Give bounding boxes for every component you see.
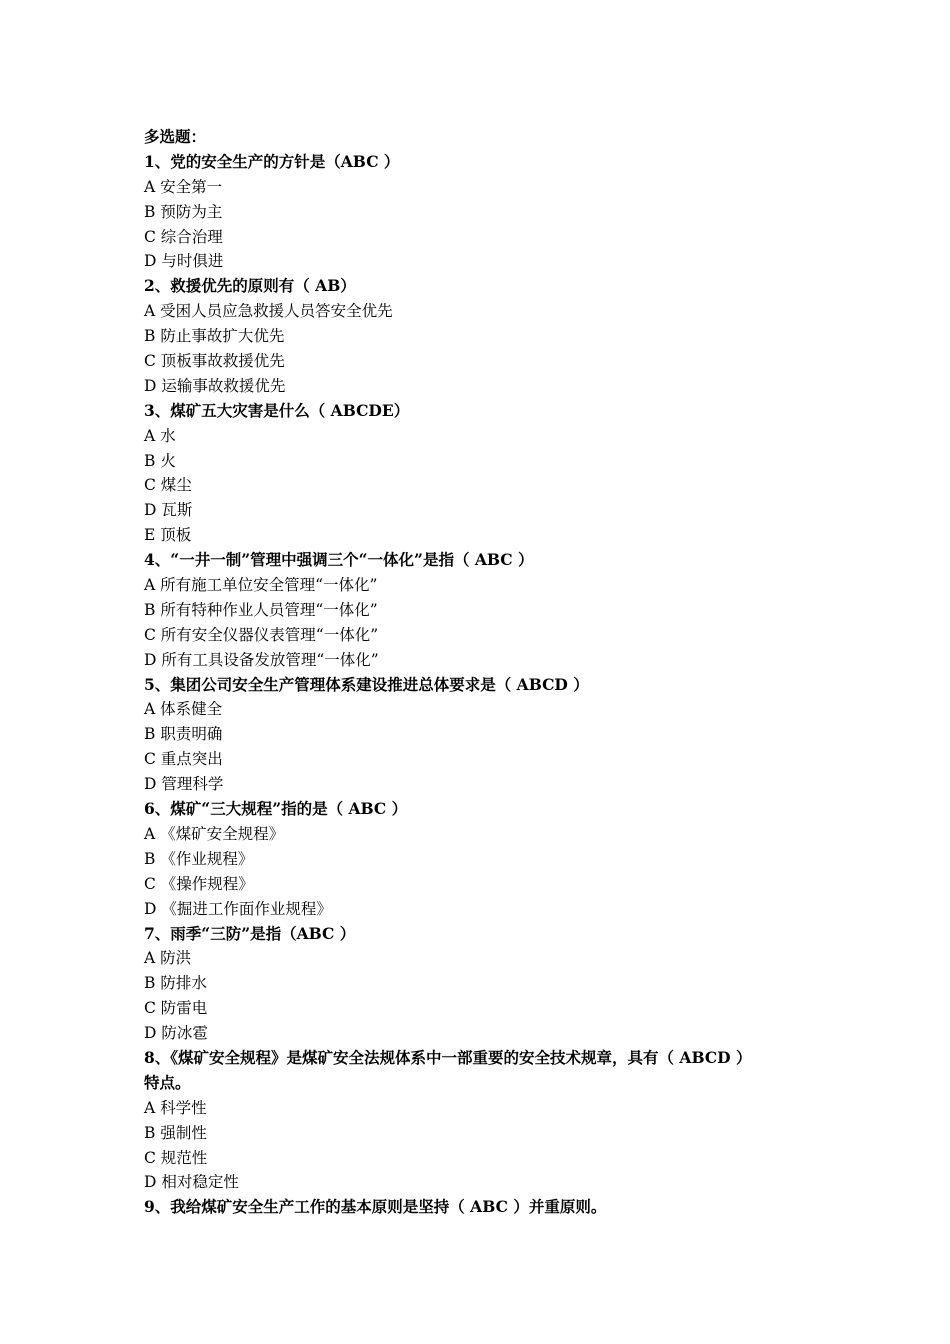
question-3-option-a: A 水: [144, 426, 176, 445]
question-3-option-c: C 煤尘: [144, 476, 192, 495]
question-3-option-b: B 火: [144, 451, 176, 470]
question-3-text: 3、煤矿五大灾害是什么（ ABCDE）: [144, 400, 410, 420]
question-1-text: 1、党的安全生产的方针是（ABC ）: [144, 151, 400, 171]
question-4-text: 4、“一井一制”管理中强调三个“一体化”是指（ ABC ）: [144, 550, 534, 570]
question-7-option-b: B 防排水: [144, 974, 207, 993]
question-4-option-b: B 所有特种作业人员管理“一体化”: [144, 600, 378, 619]
question-4-option-a: A 所有施工单位安全管理“一体化”: [144, 576, 378, 595]
question-5-option-c: C 重点突出: [144, 750, 223, 769]
document-body: [144, 125, 824, 1220]
question-2-option-d: D 运输事故救援优先: [144, 376, 286, 395]
question-4-option-c: C 所有安全仪器仪表管理“一体化”: [144, 625, 379, 644]
question-2-text: 2、救援优先的原则有（ AB）: [144, 276, 356, 296]
question-7-option-d: D 防冰雹: [144, 1024, 208, 1043]
question-8-option-c: C 规范性: [144, 1148, 208, 1167]
question-6-text: 6、煤矿“三大规程”指的是（ ABC ）: [144, 799, 408, 819]
question-5-option-a: A 体系健全: [144, 700, 223, 719]
question-2-option-c: C 顶板事故救援优先: [144, 352, 285, 371]
question-3-option-d: D 瓦斯: [144, 501, 193, 520]
question-1-option-b: B 预防为主: [144, 202, 223, 221]
question-5-option-d: D 管理科学: [144, 775, 224, 794]
question-6-option-c: C 《操作规程》: [144, 874, 254, 893]
question-4-option-d: D 所有工具设备发放管理“一体化”: [144, 650, 379, 669]
question-8-text-continued: 特点。: [144, 1072, 191, 1092]
question-7-option-a: A 防洪: [144, 949, 192, 968]
section-title: 多选题：: [144, 127, 207, 146]
question-2-option-a: A 受困人员应急救援人员答安全优先: [144, 302, 393, 321]
question-2-option-b: B 防止事故扩大优先: [144, 327, 285, 346]
question-5-option-b: B 职责明确: [144, 725, 223, 744]
question-8-option-b: B 强制性: [144, 1123, 207, 1142]
question-7-option-c: C 防雷电: [144, 999, 208, 1018]
question-6-option-d: D 《掘进工作面作业规程》: [144, 899, 332, 918]
question-8-option-d: D 相对稳定性: [144, 1173, 239, 1192]
question-3-option-e: E 顶板: [144, 526, 192, 545]
question-8-option-a: A 科学性: [144, 1098, 207, 1117]
question-5-text: 5、集团公司安全生产管理体系建设推进总体要求是（ ABCD ）: [144, 674, 589, 694]
question-1-option-a: A 安全第一: [144, 177, 223, 196]
question-1-option-c: C 综合治理: [144, 227, 223, 246]
question-6-option-a: A 《煤矿安全规程》: [144, 824, 285, 843]
question-7-text: 7、雨季“三防”是指（ABC ）: [144, 923, 356, 943]
question-6-option-b: B 《作业规程》: [144, 849, 254, 868]
question-1-option-d: D 与时俱进: [144, 252, 224, 271]
question-8-text: 8、《煤矿安全规程》是煤矿安全法规体系中一部重要的安全技术规章，具有（ ABCD ）: [144, 1047, 752, 1067]
question-9-text: 9、我给煤矿安全生产工作的基本原则是坚持（ ABC ）并重原则。: [144, 1197, 607, 1217]
